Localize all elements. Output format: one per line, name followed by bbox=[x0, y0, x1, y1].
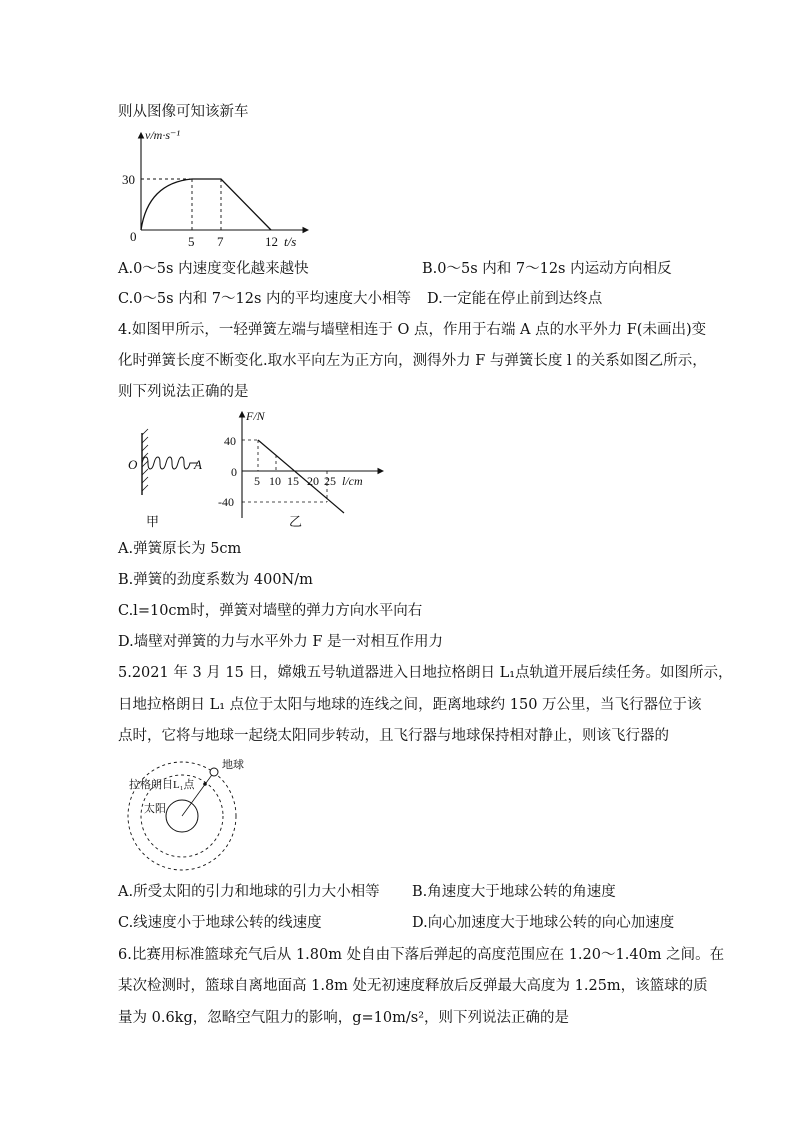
q4-option-c: C.l=10cm时，弹簧对墙壁的弹力方向水平向右 bbox=[118, 603, 423, 619]
q5-stem-line-1: 5.2021 年 3 月 15 日，嫦娥五号轨道器进入日地拉格朗日 L₁点轨道开展后续任务。如图所示， bbox=[118, 665, 733, 681]
intro-line: 则从图像可知该新车 bbox=[118, 104, 249, 120]
label-a: A bbox=[194, 457, 202, 472]
tick-5: 5 bbox=[188, 234, 195, 249]
q5-option-a: A.所受太阳的引力和地球的引力大小相等 bbox=[118, 884, 380, 900]
earth bbox=[210, 768, 218, 776]
orbit-diagram bbox=[118, 752, 268, 874]
q6-stem-line-2: 某次检测时，篮球自离地面高 1.8m 处无初速度释放后反弹最大高度为 1.25m，该篮球的质 bbox=[118, 978, 708, 994]
tick-0: 0 bbox=[231, 465, 237, 479]
label-o: O bbox=[128, 457, 138, 472]
sun-label: 太阳 bbox=[144, 803, 166, 815]
q3-option-a: A.0～5s 内速度变化越来越快 bbox=[118, 261, 309, 277]
q6-stem-line-1: 6.比赛用标准篮球充气后从 1.80m 处自由下落后弹起的高度范围应在 1.20～1.40m 之间。在 bbox=[118, 947, 725, 963]
q5-option-b: B.角速度大于地球公转的角速度 bbox=[412, 884, 616, 900]
tick-15: 15 bbox=[287, 474, 299, 488]
tick-25: 25 bbox=[324, 474, 336, 488]
velocity-time-graph bbox=[118, 125, 318, 250]
tick-40: 40 bbox=[224, 434, 236, 448]
velocity-curve bbox=[141, 179, 271, 230]
q3-option-b: B.0～5s 内和 7～12s 内运动方向相反 bbox=[422, 261, 672, 277]
q5-stem-line-2: 日地拉格朗日 L₁ 点位于太阳与地球的连线之间，距离地球约 150 万公里，当飞行器位于该 bbox=[118, 697, 702, 713]
tick-30: 30 bbox=[122, 172, 135, 187]
caption-jia: 甲 bbox=[146, 514, 160, 529]
force-length-graph-yi bbox=[218, 408, 388, 530]
l1-label: 拉格朗日L₁点 bbox=[129, 779, 195, 791]
q3-option-c: C.0～5s 内和 7～12s 内的平均速度大小相等 bbox=[118, 291, 412, 307]
q4-stem-line-2: 化时弹簧长度不断变化.取水平向左为正方向，测得外力 F 与弹簧长度 l 的关系如图乙所示， bbox=[118, 353, 707, 369]
tick-neg40: -40 bbox=[218, 495, 234, 509]
q6-stem-line-3: 量为 0.6kg，忽略空气阻力的影响，g=10m/s²，则下列说法正确的是 bbox=[118, 1010, 570, 1026]
tick-20: 20 bbox=[307, 474, 319, 488]
q4-option-d: D.墙壁对弹簧的力与水平外力 F 是一对相互作用力 bbox=[118, 634, 443, 650]
spring-figure-jia bbox=[118, 425, 218, 535]
q4-option-a: A.弹簧原长为 5cm bbox=[118, 541, 242, 557]
tick-12: 12 bbox=[265, 234, 278, 249]
q5-option-d: D.向心加速度大于地球公转的向心加速度 bbox=[412, 915, 675, 931]
q5-stem-line-3: 点时，它将与地球一起绕太阳同步转动，且飞行器与地球保持相对静止，则该飞行器的 bbox=[118, 728, 669, 744]
earth-label: 地球 bbox=[222, 759, 244, 771]
l1-point bbox=[203, 782, 207, 786]
x-axis-label: t/s bbox=[284, 234, 297, 249]
q3-option-d: D.一定能在停止前到达终点 bbox=[427, 291, 603, 307]
spring bbox=[142, 457, 198, 469]
q4-option-b: B.弹簧的劲度系数为 400N/m bbox=[118, 572, 313, 588]
y-axis-label: v/m·s⁻¹ bbox=[145, 128, 180, 142]
x-axis-label: l/cm bbox=[342, 474, 363, 488]
q4-stem-line-3: 则下列说法正确的是 bbox=[118, 384, 249, 400]
tick-10: 10 bbox=[269, 474, 281, 488]
q4-stem-line-1: 4.如图甲所示，一轻弹簧左端与墙壁相连于 O 点，作用于右端 A 点的水平外力 F(未画出)变 bbox=[118, 322, 707, 338]
origin: 0 bbox=[130, 229, 137, 244]
q5-option-c: C.线速度小于地球公转的线速度 bbox=[118, 915, 322, 931]
caption-yi: 乙 bbox=[289, 514, 303, 529]
tick-7: 7 bbox=[217, 234, 224, 249]
y-axis-label: F/N bbox=[246, 409, 265, 423]
tick-5: 5 bbox=[254, 474, 260, 488]
